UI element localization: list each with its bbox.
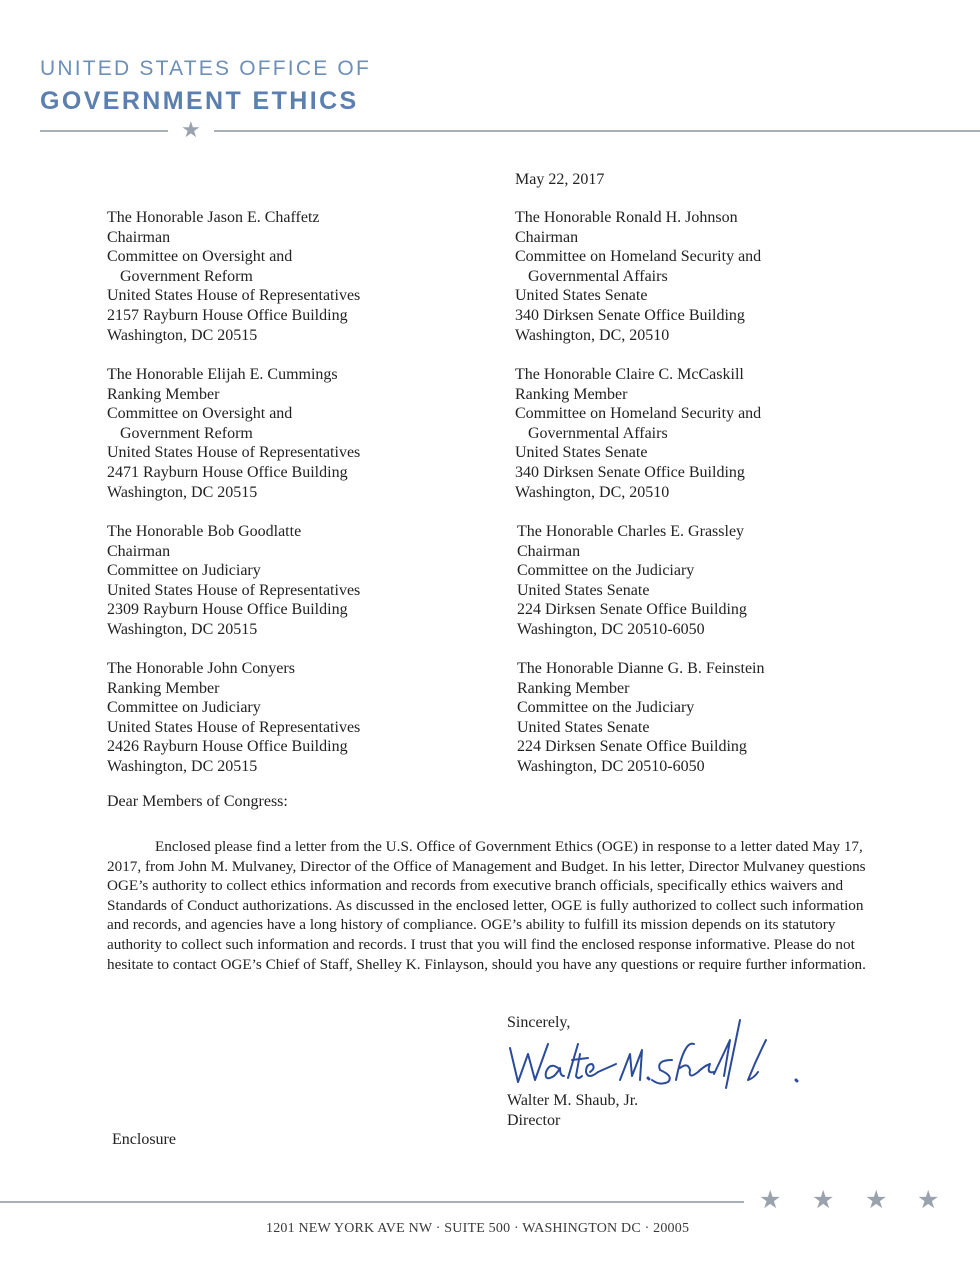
signer-title: Director (507, 1112, 561, 1129)
footer-rule (0, 1201, 744, 1203)
recipient-address-block (107, 208, 360, 345)
recipient-line: Washington, DC 20515 (107, 757, 258, 775)
signature-stroke (546, 1066, 564, 1079)
recipient-line: Washington, DC 20515 (107, 620, 258, 638)
signature-stroke (586, 1064, 616, 1076)
recipient-line: 340 Dirksen Senate Office Building (515, 463, 745, 481)
recipient-line: 2471 Rayburn House Office Building (107, 463, 348, 481)
recipient-line: United States House of Representatives (107, 287, 361, 305)
recipient-line: Committee on Judiciary (107, 699, 261, 717)
recipient-line: Washington, DC, 20510 (515, 483, 670, 501)
recipient-line: Governmental Affairs (528, 267, 668, 285)
footer-address: 1201 NEW YORK AVE NW · SUITE 500 · WASHINGTON DC · 20005 (266, 1221, 690, 1236)
signature-stroke (714, 1040, 730, 1076)
recipient-line: The Honorable John Conyers (107, 660, 295, 677)
recipient-line: The Honorable Bob Goodlatte (107, 523, 302, 540)
recipient-line: Washington, DC, 20510 (515, 326, 670, 344)
recipient-line: Chairman (515, 228, 579, 246)
recipient-line: Washington, DC 20515 (107, 483, 258, 501)
signature-image (500, 1010, 810, 1095)
signature-stroke (620, 1050, 642, 1080)
recipient-line: The Honorable Charles E. Grassley (517, 523, 745, 540)
recipient-line: Ranking Member (517, 679, 630, 697)
enclosure-note: Enclosure (112, 1131, 176, 1148)
recipient-line: Washington, DC 20510-6050 (517, 757, 705, 775)
recipient-line: Washington, DC 20515 (107, 326, 258, 344)
recipient-line: Committee on Judiciary (107, 562, 261, 580)
recipient-line: Committee on Homeland Security and (515, 405, 762, 423)
recipient-line: Committee on Oversight and (107, 405, 293, 423)
recipient-address-block (517, 522, 747, 640)
recipient-address-block (517, 659, 765, 777)
recipient-line: Committee on the Judiciary (517, 699, 695, 717)
recipient-line: Committee on Oversight and (107, 248, 293, 266)
recipient-line: 2157 Rayburn House Office Building (107, 306, 348, 324)
recipient-line: Committee on the Judiciary (517, 562, 695, 580)
recipient-line: United States House of Representatives (107, 581, 361, 599)
signature-stroke (652, 1060, 672, 1084)
recipient-line: Chairman (107, 228, 171, 246)
signer-name: Walter M. Shaub, Jr. (507, 1092, 639, 1109)
recipient-address-block (107, 522, 360, 640)
recipient-line: Chairman (517, 542, 581, 560)
signer-block (507, 1091, 638, 1131)
recipient-line: The Honorable Ronald H. Johnson (515, 209, 738, 226)
recipient-line: United States Senate (517, 718, 650, 736)
recipient-address-block (107, 659, 360, 777)
recipient-line: United States Senate (517, 581, 650, 599)
recipient-line: The Honorable Elijah E. Cummings (107, 366, 338, 383)
recipient-line: 2426 Rayburn House Office Building (107, 738, 348, 756)
footer-star-icon: ★ (865, 1187, 888, 1214)
recipient-line: Government Reform (120, 267, 253, 285)
footer-star-icon: ★ (759, 1187, 782, 1214)
recipient-line: Government Reform (120, 424, 253, 442)
closing: Sincerely, (507, 1014, 571, 1031)
recipient-line: Washington, DC 20510-6050 (517, 620, 705, 638)
letterhead-line-1: UNITED STATES OFFICE OF (40, 57, 371, 80)
recipient-address-block (515, 208, 761, 345)
recipient-address-block (107, 365, 360, 502)
recipient-line: Governmental Affairs (528, 424, 668, 442)
signature-stroke (676, 1044, 714, 1080)
footer-star-icon: ★ (917, 1187, 940, 1214)
letter-date: May 22, 2017 (515, 171, 605, 188)
recipient-line: 224 Dirksen Senate Office Building (517, 738, 747, 756)
header-rule-right (214, 130, 980, 132)
footer-star-icon: ★ (812, 1187, 835, 1214)
recipient-line: Ranking Member (515, 385, 628, 403)
recipient-line: Committee on Homeland Security and (515, 248, 762, 266)
recipient-line: The Honorable Dianne G. B. Feinstein (517, 660, 765, 677)
body-paragraph: Enclosed please find a letter from the U.S. Office of Government Ethics (OGE) in response to a letter dated May 17, 2017, from John M. Mulvaney, Director of the Office of Management and Budget. In his letter, Director Mulvaney questions OGE’s authority to collect ethics information and records from executive branch officials, specifically ethics waivers and Standards of Conduct authorizations. As discussed in the enclosed letter, OGE is fully authorized to collect such information and records, and agencies have a long history of compliance. OGE’s ability to fulfill its mission depends on its statutory authority to collect such information and records. I trust that you will find the enclosed response informative. Please do not hesitate to contact OGE’s Chief of Staff, Shelley K. Finlayson, should you have any questions or require further information. (107, 838, 866, 973)
recipient-line: United States House of Representatives (107, 718, 361, 736)
recipient-line: United States Senate (515, 287, 648, 305)
recipient-line: 224 Dirksen Senate Office Building (517, 601, 747, 619)
recipient-line: United States Senate (515, 444, 648, 462)
recipient-line: United States House of Representatives (107, 444, 361, 462)
header-star-icon: ★ (181, 117, 201, 142)
recipient-line: 2309 Rayburn House Office Building (107, 601, 348, 619)
salutation: Dear Members of Congress: (107, 793, 288, 810)
recipient-address-block (515, 365, 761, 502)
recipient-line: The Honorable Claire C. McCaskill (515, 366, 744, 383)
recipient-line: 340 Dirksen Senate Office Building (515, 306, 745, 324)
recipient-line: Chairman (107, 542, 171, 560)
signature-stroke (648, 1078, 649, 1079)
letterhead-line-2: GOVERNMENT ETHICS (40, 87, 359, 115)
recipient-line: Ranking Member (107, 385, 220, 403)
header-rule-left (40, 130, 168, 132)
signature-stroke (510, 1044, 548, 1082)
recipient-line: Ranking Member (107, 679, 220, 697)
recipient-line: The Honorable Jason E. Chaffetz (107, 209, 320, 226)
signature-stroke (748, 1040, 766, 1080)
signature-stroke (796, 1080, 797, 1081)
